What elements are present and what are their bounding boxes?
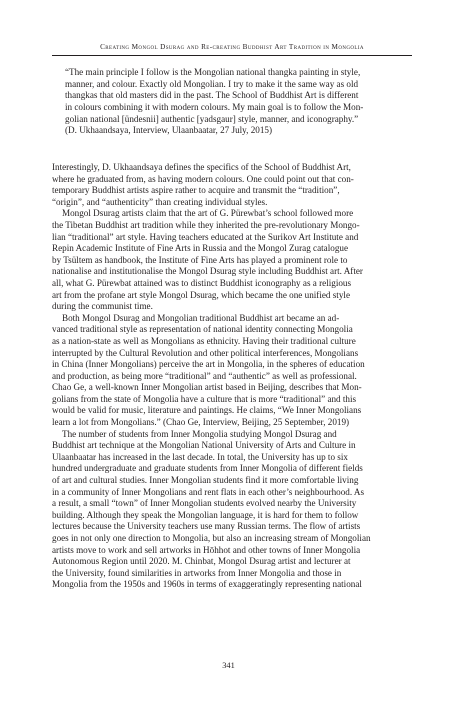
text-line: a result, a small “town” of Inner Mongolian students evolved nearby the University xyxy=(52,498,357,509)
text-line: The number of students from Inner Mongolia studying Mongol Dsurag and xyxy=(62,428,337,439)
text-line: interrupted by the Cultural Revolution and other political interferences, Mongolians xyxy=(52,347,359,358)
text-line: the Tibetan Buddhist art tradition while they inherited the pre-revolutionary Mongo- xyxy=(52,219,360,230)
body-text xyxy=(52,162,413,591)
text-line: all, what G. Pürewbat attained was to distinct Buddhist iconography as a religious xyxy=(52,277,352,288)
text-line: Mongolia from the 1950s and 1960s in terms of exaggeratingly representing national xyxy=(52,579,362,590)
text-line: golians from the state of Mongolia have a culture that is more “traditional” and this xyxy=(52,393,357,404)
page-number: 341 xyxy=(222,661,235,670)
text-line: lectures because the University teachers use many Russian terms. The flow of artists xyxy=(52,521,361,532)
text-line: art from the profane art style Mongol Dsurag, which became the one unified style xyxy=(52,289,350,300)
text-line: Chao Ge, a well-known Inner Mongolian artist based in Beijing, describes that Mon- xyxy=(52,382,362,393)
text-line: lian “traditional” art style. Having teachers educated at the Surikov Art Institute and xyxy=(52,231,359,242)
text-line: “origin”, and “authenticity” than creating individual styles. xyxy=(52,196,268,207)
quote-line: manner, and colour. Exactly old Mongolian. I try to make it the same way as old xyxy=(65,78,359,89)
text-line: learn a lot from Mongolians.” (Chao Ge, Interview, Beijing, 25 September, 2019) xyxy=(52,417,350,428)
block-quote xyxy=(65,67,400,137)
running-head: Creating Mongol Dsurag and Re-creating Buddhist Art Tradition in Mongolia xyxy=(100,43,364,51)
text-line: Mongol Dsurag artists claim that the art of G. Pürewbat’s school followed more xyxy=(62,208,354,219)
text-line: Interestingly, D. Ukhaandsaya defines the specifics of the School of Buddhist Art, xyxy=(52,162,351,172)
header-rule xyxy=(52,55,412,56)
text-line: vanced traditional style as representation of national identity connecting Mongolia xyxy=(52,324,353,335)
text-line: nationalise and institutionalise the Mongol Dsurag style including Buddhist art. After xyxy=(52,266,363,277)
text-line: where he graduated from, as having modern colours. One could point out that con- xyxy=(52,173,354,184)
text-line: goes in not only one direction to Mongolia, but also an increasing stream of Mongolian xyxy=(52,533,371,543)
text-line: would be valid for music, literature and paintings. He claims, “We Inner Mongolians xyxy=(52,405,362,416)
text-line: and production, as being more “traditional” and “authentic” as well as professional. xyxy=(52,370,357,381)
text-line: in China (Inner Mongolians) perceive the art in Mongolia, in the spheres of education xyxy=(52,359,365,370)
text-line: artists move to work and sell artworks in Hōhhot and other towns of Inner Mongolia xyxy=(52,544,361,555)
text-line: during the communist time. xyxy=(52,301,153,312)
text-line: hundred undergraduate and graduate students from Inner Mongolia of different fields xyxy=(52,463,363,474)
quote-line: golian national [ündesnii] authentic [yadsgaur] style, manner, and iconography.” xyxy=(65,113,359,124)
text-line: building. Although they speak the Mongolian language, it is hard for them to follow xyxy=(52,509,359,520)
text-line: as a nation-state as well as Mongolians as ethnicity. Having their traditional culture xyxy=(52,335,356,346)
text-line: Autonomous Region until 2020. M. Chinbat, Mongol Dsurag artist and lecturer at xyxy=(52,556,351,567)
text-line: the University, found similarities in artworks from Inner Mongolia and those in xyxy=(52,567,342,578)
text-line: in a community of Inner Mongolians and rent flats in each other’s neighbourhood. As xyxy=(52,486,365,497)
text-line: Both Mongol Dsurag and Mongolian traditional Buddhist art became an ad- xyxy=(62,312,340,323)
quote-citation: (D. Ukhaandsaya, Interview, Ulaanbaatar, 27 July, 2015) xyxy=(65,125,272,136)
quote-line: “The main principle I follow is the Mongolian national thangka painting in style, xyxy=(65,67,361,77)
quote-line: thangkas that old masters did in the past. The School of Buddhist Art is different xyxy=(65,90,359,101)
text-line: temporary Buddhist artists aspire rather to acquire and transmit the “tradition”, xyxy=(52,185,340,196)
quote-line: in colours combining it with modern colours. My main goal is to follow the Mon- xyxy=(65,101,364,112)
text-line: Buddhist art technique at the Mongolian National University of Arts and Culture in xyxy=(52,440,356,451)
text-line: by Tsültem as handbook, the Institute of Fine Arts has played a prominent role to xyxy=(52,254,348,265)
text-line: Ulaanbaatar has increased in the last decade. In total, the University has up to six xyxy=(52,451,348,462)
text-line: of art and cultural studies. Inner Mongolian students find it more comfortable living xyxy=(52,475,359,486)
text-line: Repin Academic Institute of Fine Arts in Russia and the Mongol Zurag catalogue xyxy=(52,243,348,254)
